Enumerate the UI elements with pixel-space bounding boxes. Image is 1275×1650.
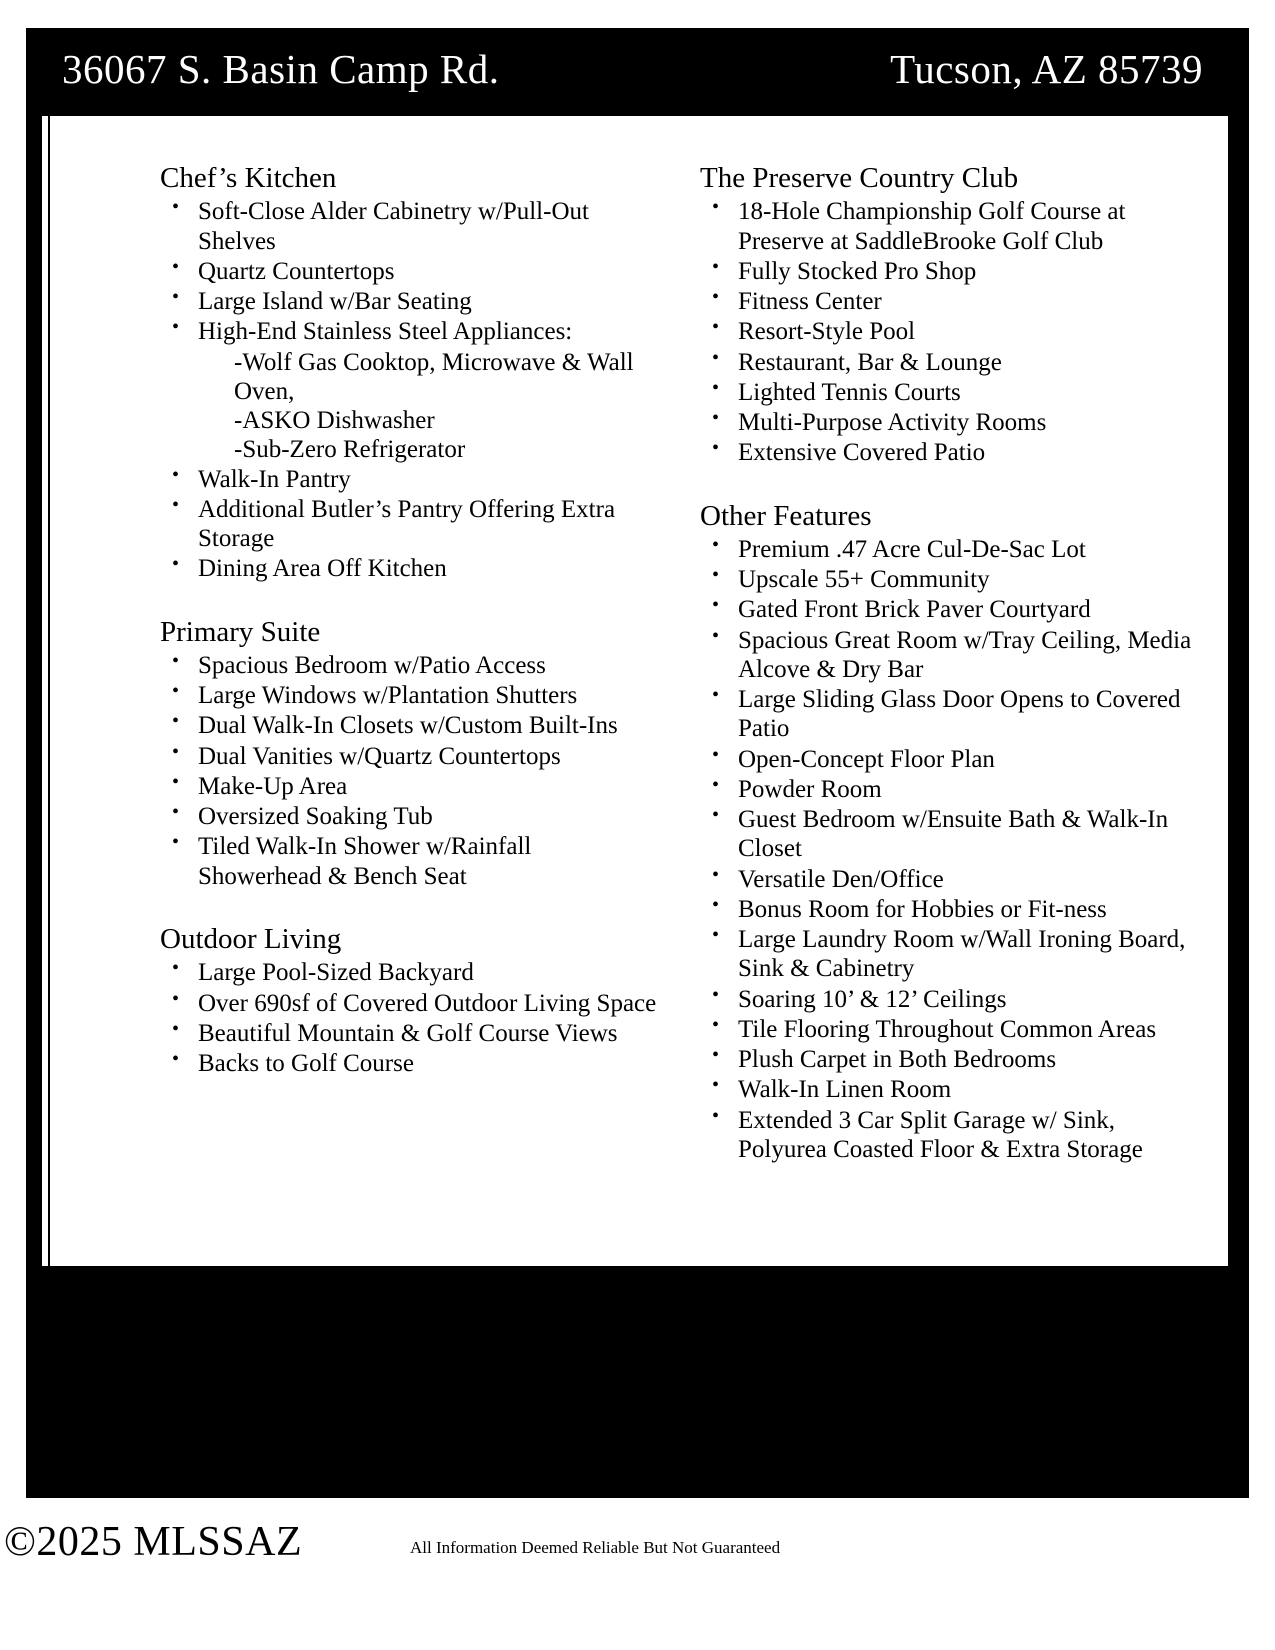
list-item: • Powder Room: [700, 775, 1200, 804]
list-item: • Restaurant, Bar & Lounge: [700, 348, 1200, 377]
list-item: • Fully Stocked Pro Shop: [700, 257, 1200, 286]
feature-list: [160, 651, 660, 891]
section-title: Outdoor Living: [160, 922, 342, 955]
feature-list: [700, 535, 1200, 1164]
list-item: • Bonus Room for Hobbies or Fit-ness: [700, 895, 1200, 924]
list-item: • Oversized Soaking Tub: [160, 802, 660, 831]
list-item: • Lighted Tennis Courts: [700, 378, 1200, 407]
list-item: • Premium .47 Acre Cul-De-Sac Lot: [700, 535, 1200, 564]
list-item: • Large Windows w/Plantation Shutters: [160, 681, 660, 710]
section-title: The Preserve Country Club: [700, 162, 1019, 194]
list-item: • Multi-Purpose Activity Rooms: [700, 408, 1200, 437]
list-item: • High-End Stainless Steel Appliances:: [160, 317, 660, 346]
list-item: • Tile Flooring Throughout Common Areas: [700, 1015, 1200, 1044]
list-item: • Plush Carpet in Both Bedrooms: [700, 1045, 1200, 1074]
list-item: • Guest Bedroom w/Ensuite Bath & Walk-In Closet: [700, 805, 1200, 864]
list-item: -ASKO Dishwasher: [234, 407, 435, 435]
bottom-black-band: [40, 1268, 1230, 1484]
page-footer: [0, 1498, 1275, 1650]
flyer-page: [26, 28, 1249, 1498]
list-item: • Large Laundry Room w/Wall Ironing Board, Sink & Cabinetry: [700, 925, 1200, 984]
list-item: • Over 690sf of Covered Outdoor Living Space: [160, 989, 660, 1018]
list-item: • Spacious Bedroom w/Patio Access: [160, 651, 660, 680]
section-outdoor-living: [160, 923, 660, 1078]
property-city-state-zip: Tucson, AZ 85739: [890, 46, 1203, 92]
list-item: • Extensive Covered Patio: [700, 438, 1200, 467]
content-sheet: [40, 114, 1230, 1268]
property-address: 36067 S. Basin Camp Rd.: [62, 46, 500, 92]
left-feature-column: [160, 162, 680, 1266]
list-item: • 18-Hole Championship Golf Course at Preserve at SaddleBrooke Golf Club: [700, 197, 1200, 256]
section-title: Other Features: [700, 499, 872, 532]
page-header: [26, 28, 1249, 110]
feature-list: [160, 197, 660, 583]
list-item: • Extended 3 Car Split Garage w/ Sink, Polyurea Coasted Floor & Extra Storage: [700, 1106, 1200, 1165]
section-chefs-kitchen: [160, 162, 660, 584]
list-item: • Large Sliding Glass Door Opens to Covered Patio: [700, 685, 1200, 744]
feature-list: [160, 958, 660, 1078]
section-other-features: [700, 500, 1200, 1165]
list-item: • Beautiful Mountain & Golf Course Views: [160, 1019, 660, 1048]
right-feature-column: [680, 162, 1200, 1266]
section-preserve-country-club: [700, 162, 1200, 468]
list-item: • Dual Vanities w/Quartz Countertops: [160, 742, 660, 771]
list-item: • Dining Area Off Kitchen: [160, 554, 660, 583]
list-item: • Backs to Golf Course: [160, 1049, 660, 1078]
list-item: • Versatile Den/Office: [700, 865, 1200, 894]
list-item: -Wolf Gas Cooktop, Microwave & Wall Oven,: [234, 348, 634, 405]
list-item: • Walk-In Pantry: [160, 465, 660, 494]
section-title: Primary Suite: [160, 615, 321, 648]
copyright-text: ©2025 MLSSAZ: [4, 1519, 303, 1565]
list-item: • Upscale 55+ Community: [700, 565, 1200, 594]
list-item: • Tiled Walk-In Shower w/Rainfall Showerhead & Bench Seat: [160, 832, 660, 891]
list-item: • Dual Walk-In Closets w/Custom Built-Ins: [160, 711, 660, 740]
list-item: • Soft-Close Alder Cabinetry w/Pull-Out Shelves: [160, 197, 660, 256]
list-item: • Spacious Great Room w/Tray Ceiling, Media Alcove & Dry Bar: [700, 626, 1200, 685]
list-item: • Large Pool-Sized Backyard: [160, 958, 660, 987]
disclaimer-text: All Information Deemed Reliable But Not Guaranteed: [410, 1538, 781, 1557]
list-item: • Make-Up Area: [160, 772, 660, 801]
list-item: • Quartz Countertops: [160, 257, 660, 286]
content-sheet-inner: [48, 116, 1228, 1266]
section-title: Chef’s Kitchen: [160, 162, 337, 194]
list-item: • Resort-Style Pool: [700, 317, 1200, 346]
section-primary-suite: [160, 616, 660, 891]
list-item: • Fitness Center: [700, 287, 1200, 316]
list-item: • Walk-In Linen Room: [700, 1075, 1200, 1104]
feature-columns: [50, 116, 1228, 1266]
list-item: • Additional Butler’s Pantry Offering Extra Storage: [160, 495, 660, 554]
list-item: • Open-Concept Floor Plan: [700, 745, 1200, 774]
list-item: -Sub-Zero Refrigerator: [234, 436, 466, 464]
list-item: • Gated Front Brick Paver Courtyard: [700, 595, 1200, 624]
list-item: • Large Island w/Bar Seating: [160, 287, 660, 316]
list-item: • Soaring 10’ & 12’ Ceilings: [700, 985, 1200, 1014]
feature-list: [700, 197, 1200, 467]
